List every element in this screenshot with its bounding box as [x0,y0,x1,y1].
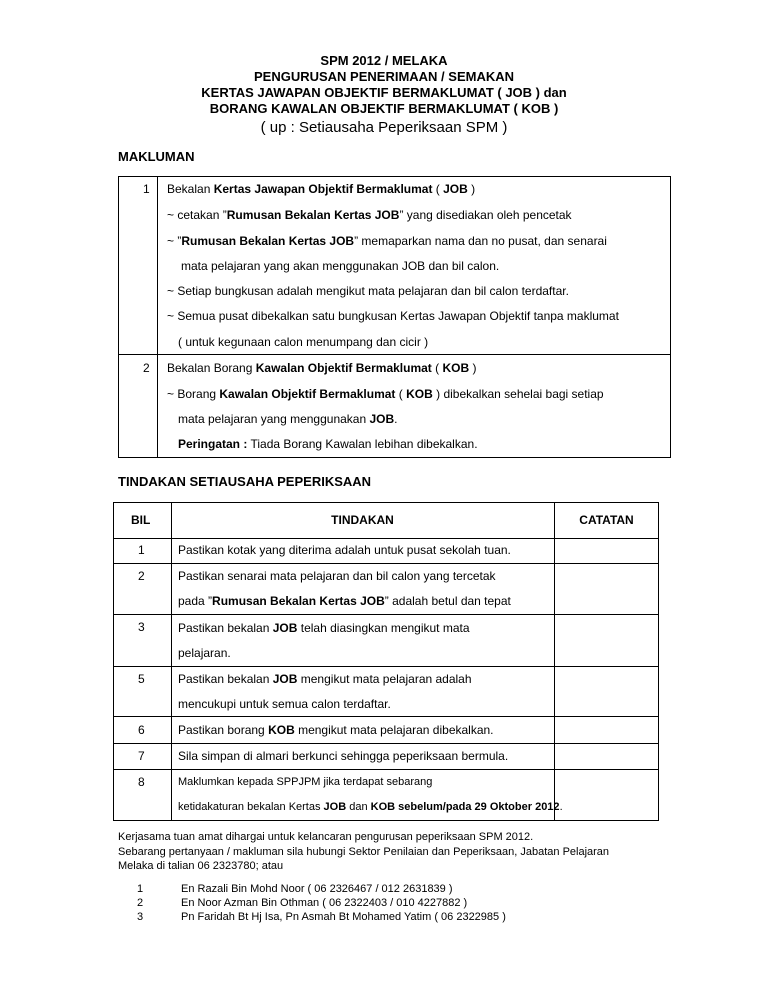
makluman-line: ~ Setiap bungkusan adalah mengikut mata pelajaran dan bil calon terdaftar. [167,284,569,298]
contact-number: 1 [137,883,144,895]
contact-number: 2 [137,897,144,909]
tindakan-table [113,502,659,821]
contact-text: En Noor Azman Bin Othman ( 06 2322403 / 010 4227882 ) [181,897,468,909]
makluman-row-divider [119,354,670,355]
makluman-line: ~ cetakan ”Rumusan Bekalan Kertas JOB” yang disediakan oleh pencetak [167,208,572,222]
makluman-line: mata pelajaran yang akan menggunakan JOB dan bil calon. [181,259,500,273]
tindakan-row-divider [114,563,658,564]
table-row-text: Pastikan kotak yang diterima adalah untuk pusat sekolah tuan. [178,543,511,557]
makluman-line: ~ ”Rumusan Bekalan Kertas JOB” memaparkan nama dan no pusat, dan senarai [167,234,607,248]
footer-line-1: Kerjasama tuan amat dihargai untuk kelancaran pengurusan peperiksaan SPM 2012. [118,831,534,843]
contact-text: Pn Faridah Bt Hj Isa, Pn Asmah Bt Mohamed Yatim ( 06 2322985 ) [181,911,506,923]
header-line-3: KERTAS JAWAPAN OBJEKTIF BERMAKLUMAT ( JOB ) dan [201,85,567,100]
tindakan-title: TINDAKAN SETIAUSAHA PEPERIKSAAN [118,474,372,489]
footer-line-2: Sebarang pertanyaan / makluman sila hubungi Sektor Penilaian dan Peperiksaan, Jabatan Pelajaran [118,846,610,858]
table-row-text: pelajaran. [178,646,231,660]
tindakan-row-divider [114,743,658,744]
table-row-bil: 5 [138,672,145,686]
table-row-bil: 8 [138,775,145,789]
makluman-col-divider [157,177,158,457]
contact-number: 3 [137,911,144,923]
table-row-text: Pastikan bekalan JOB telah diasingkan mengikut mata [178,621,470,635]
tindakan-row-divider [114,716,658,717]
contact-text: En Razali Bin Mohd Noor ( 06 2326467 / 012 2631839 ) [181,883,453,895]
table-row-text: pada ”Rumusan Bekalan Kertas JOB” adalah betul dan tepat [178,594,511,608]
header-tindakan: TINDAKAN [331,513,394,527]
makluman-line: ( untuk kegunaan calon menumpang dan cicir ) [178,335,429,349]
table-row-text: Pastikan senarai mata pelajaran dan bil calon yang tercetak [178,569,496,583]
table-row-text: mencukupi untuk semua calon terdaftar. [178,697,391,711]
tindakan-row-divider [114,614,658,615]
makluman-title: MAKLUMAN [118,149,195,164]
makluman-row-number: 1 [143,182,150,196]
header-subtitle: ( up : Setiausaha Peperiksaan SPM ) [260,119,508,136]
tindakan-col-divider [554,503,555,820]
table-row-text: Pastikan borang KOB mengikut mata pelajaran dibekalkan. [178,723,494,737]
tindakan-row-divider [114,769,658,770]
footer-line-3: Melaka di talian 06 2323780; atau [118,860,284,872]
makluman-line: ~ Semua pusat dibekalkan satu bungkusan Kertas Jawapan Objektif tanpa maklumat [167,309,619,323]
makluman-line: Peringatan : Tiada Borang Kawalan lebihan dibekalkan. [178,437,478,451]
makluman-line: ~ Borang Kawalan Objektif Bermaklumat ( KOB ) dibekalkan sehelai bagi setiap [167,387,604,401]
makluman-line: mata pelajaran yang menggunakan JOB. [178,412,398,426]
table-row-text: Sila simpan di almari berkunci sehingga peperiksaan bermula. [178,749,509,763]
tindakan-row-divider [114,666,658,667]
table-row-bil: 6 [138,723,145,737]
table-row-text: Pastikan bekalan JOB mengikut mata pelajaran adalah [178,672,472,686]
tindakan-col-divider [171,503,172,820]
table-row-bil: 2 [138,569,145,583]
header-catatan: CATATAN [579,513,634,527]
header-line-1: SPM 2012 / MELAKA [320,53,448,68]
makluman-line: Bekalan Borang Kawalan Objektif Bermaklumat ( KOB ) [167,361,477,375]
header-line-4: BORANG KAWALAN OBJEKTIF BERMAKLUMAT ( KOB ) [209,101,559,116]
table-row-bil: 1 [138,543,145,557]
table-row-text: Maklumkan kepada SPPJPM jika terdapat sebarang [178,776,433,788]
table-row-bil: 7 [138,749,145,763]
makluman-line: Bekalan Kertas Jawapan Objektif Bermaklumat ( JOB ) [167,182,476,196]
makluman-table [118,176,671,458]
tindakan-row-divider [114,538,658,539]
table-row-bil: 3 [138,620,145,634]
makluman-row-number: 2 [143,361,150,375]
header-bil: BIL [131,513,151,527]
header-line-2: PENGURUSAN PENERIMAAN / SEMAKAN [253,69,515,84]
table-row-text: ketidakaturan bekalan Kertas JOB dan KOB sebelum/pada 29 Oktober 2012. [178,801,563,813]
